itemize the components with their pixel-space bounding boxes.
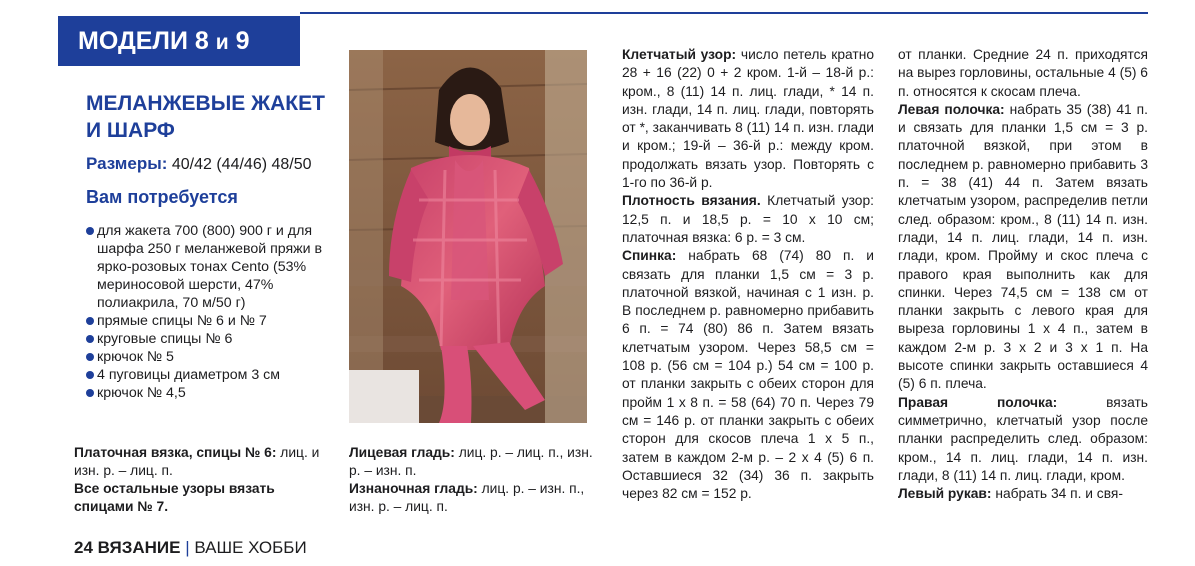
section-name: ВАШЕ ХОББИ (194, 538, 307, 557)
material-text: крючок № 4,5 (97, 385, 186, 401)
back-paragraph (622, 247, 874, 503)
density-text: Клетчатый узор: 12,5 п. и 18,5 р. = 10 х 10 см; платочная вязка: 6 р. = 3 см. (622, 193, 874, 245)
bullet-icon (86, 353, 94, 361)
garter-stitch-note (74, 444, 332, 480)
left-front-paragraph (898, 101, 1148, 394)
sizes (86, 154, 312, 175)
materials-heading: Вам потребуется (86, 187, 238, 207)
bullet-icon (86, 389, 94, 397)
left-front-label: Левая полочка: (898, 101, 1005, 117)
material-text: круговые спицы № 6 (97, 331, 233, 347)
other-patterns-note: Все остальные узоры вязать спицами № 7. (74, 481, 275, 514)
banner-number-2: 9 (235, 27, 250, 55)
left-sleeve-text: набрать 34 п. и свя- (995, 486, 1123, 502)
instructions-column-1 (622, 46, 874, 503)
list-item (86, 330, 334, 348)
back-continued-paragraph: от планки. Средние 24 п. приходятся на вырез горловины, остальные 4 (5) 6 п. относятся к скосам плеча. (898, 47, 1148, 99)
garter-stitch-label: Платочная вязка, спицы № 6: (74, 445, 277, 460)
sizes-label: Размеры: (86, 154, 168, 173)
list-item (86, 384, 334, 402)
right-front-label: Правая полочка: (898, 394, 1058, 410)
left-front-text: набрать 35 (38) 41 п. и связать для планки 1,5 см = 3 р. платочной вязкой, при этом в последнем р. равномерно прибавить 3 п. = 38 (41) 44 п. Затем вязать клетчатым узором, распределив петли след. образом: кром., 8 (11) 14 п. изн. глади, 14 п. лиц. глади, 14 п. изн. глади, кром. Пройму и скос плеча с правого края выполнить как для спинки. Через 74,5 см = 138 см от планки закрыть с левого края для выреза горловины 1 х 4 п., затем в каждом 2-м р. 3 х 2 и 3 х 1 п. На высоте спинки закрыть оставшиеся 4 (5) 6 п. плеча. (898, 101, 1148, 392)
reverse-stockinette-text: лиц. р. – изн. п., изн. р. – лиц. п. (349, 481, 585, 514)
stockinette-note (349, 444, 597, 480)
stockinette-label: Лицевая гладь: (349, 445, 455, 460)
banner-and: и (215, 31, 229, 54)
materials-list (86, 222, 334, 402)
material-text: крючок № 5 (97, 349, 174, 365)
sizes-value: 40/42 (44/46) 48/50 (171, 156, 312, 173)
garter-stitch-text: лиц. и изн. р. – лиц. п. (74, 445, 320, 478)
material-text: для жакета 700 (800) 900 г и для шарфа 250 г меланжевой пряжи в ярко-розовых тонах Cento (53% мериносовой шерсти, 47% полиакрила, 70 м/50 г) (97, 223, 323, 311)
stitch-notes-left (74, 444, 332, 516)
stockinette-text: лиц. р. – лиц. п., изн. р. – изн. п. (349, 445, 593, 478)
banner-number-1: 8 (194, 27, 209, 55)
magazine-name: ВЯЗАНИЕ (97, 538, 181, 557)
right-front-paragraph (898, 394, 1148, 485)
left-sleeve-paragraph (898, 485, 1148, 503)
page-number: 24 (74, 538, 93, 557)
model-photo-illustration (349, 50, 587, 423)
list-item (86, 222, 334, 312)
list-item (86, 312, 334, 330)
models-banner (58, 16, 300, 66)
bullet-icon (86, 317, 94, 325)
check-pattern-label: Клетчатый узор: (622, 47, 737, 62)
banner-title (78, 27, 250, 57)
back-label: Спинка: (622, 248, 677, 264)
material-text: прямые спицы № 6 и № 7 (97, 313, 267, 329)
bullet-icon (86, 227, 94, 235)
reverse-stockinette-label: Изнаночная гладь: (349, 481, 478, 496)
page-footer (74, 538, 307, 558)
check-pattern-paragraph (622, 46, 874, 192)
density-label: Плотность вязания. (622, 193, 761, 209)
reverse-stockinette-note (349, 480, 597, 516)
list-item (86, 366, 334, 384)
back-text: набрать 68 (74) 80 п. и связать для планки 1,5 см = 3 р. платочной вязкой, начиная с 1 изн. р. В последнем р. равномерно прибавить 6 п. = 74 (80) 86 п. Затем вязать клетчатым узором. Через 58,5 см = 108 р. (56 см = 104 р.) 54 см = 100 р. от планки закрыть с обеих сторон для пройм 1 х 8 п. = 58 (64) 70 п. Через 79 см = 146 р. от планки закрыть с обеих сторон для скосов плеча 1 х 5 п., затем в каждом 2-м р. – 2 х 4 (5) 6 п. Оставшиеся 32 (34) 36 п. закрыть через 82 см = 152 р. (622, 248, 874, 502)
check-pattern-text: число петель кратно 28 + 16 (22) 0 + 2 кром. 1-й – 18-й р.: кром., 8 (11) 14 п. лиц. глади, * 14 п. изн. глади, 14 п. лиц. глади, повторять от *, заканчивать 8 (11) 14 п. изн. глади и кром.; 19-й – 36-й р.: между кром. продолжать вязать узор. Повторять с 1-го по 36-й р. (622, 47, 874, 191)
stitch-notes-photo (349, 444, 597, 516)
bullet-icon (86, 371, 94, 379)
instructions-column-2 (898, 46, 1148, 503)
list-item (86, 348, 334, 366)
material-text: 4 пуговицы диаметром 3 см (97, 367, 281, 383)
right-front-text: вязать симметрично, клетчатый узор после планки распределить след. образом: кром., 14 п. лиц. глади, 14 п. изн. глади, 8 (11) 14 п. лиц. глади, кром. (898, 394, 1148, 483)
banner-label: МОДЕЛИ (78, 27, 188, 55)
bullet-icon (86, 335, 94, 343)
model-photo (349, 50, 587, 423)
top-rule (300, 12, 1148, 14)
footer-separator: | (185, 538, 190, 557)
density-paragraph (622, 192, 874, 247)
left-sleeve-label: Левый рукав: (898, 486, 992, 502)
model-title: МЕЛАНЖЕВЫЕ ЖАКЕТ И ШАРФ (86, 92, 325, 142)
